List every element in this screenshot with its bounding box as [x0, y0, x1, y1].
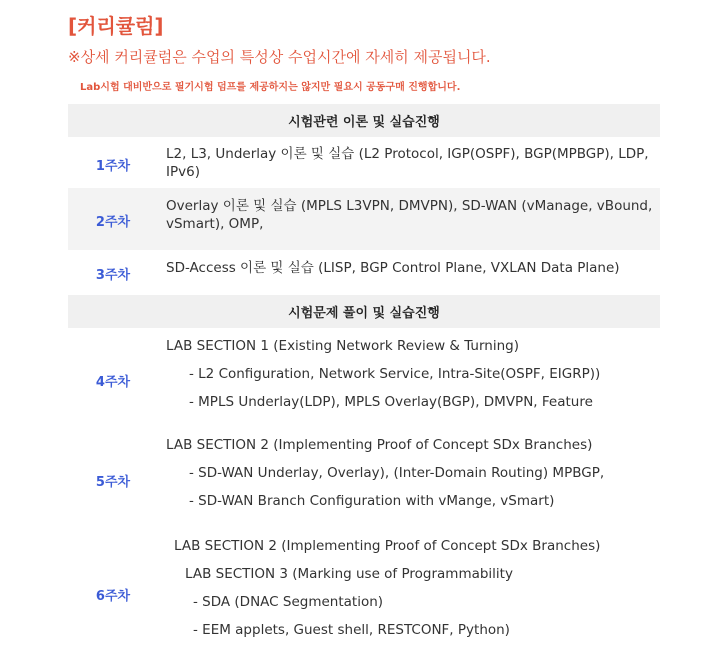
week1-desc: L2, L3, Underlay 이론 및 실습 (L2 Protocol, IGP(OSPF), BGP(MPBGP), LDP, IPv6) [166, 146, 649, 180]
week6-line-3: - SDA (DNAC Segmentation) [193, 594, 384, 610]
week5-line-1: LAB SECTION 2 (Implementing Proof of Concept SDx Branches) [166, 437, 593, 453]
section1-header [68, 104, 660, 137]
section1-header-label: 시험관련 이론 및 실습진행 [288, 115, 440, 130]
week4-label: 4주차 [95, 375, 131, 390]
week5-label: 5주차 [95, 475, 131, 490]
curriculum-note: Lab시험 대비반으로 필기시험 덤프를 제공하지는 않지만 필요시 공동구매 진행합니다. [80, 82, 461, 93]
week2-desc: Overlay 이론 및 실습 (MPLS L3VPN, DMVPN), SD-WAN (vManage, vBound, vSmart), OMP, [166, 198, 653, 232]
week2-label: 2주차 [95, 215, 131, 230]
curriculum-title: [커리큘럼] [68, 14, 164, 38]
week4-line-1: LAB SECTION 1 (Existing Network Review & Turning) [166, 338, 519, 354]
section2-header-label: 시험문제 풀이 및 실습진행 [288, 306, 440, 321]
week3-desc: SD-Access 이론 및 실습 (LISP, BGP Control Plane, VXLAN Data Plane) [166, 260, 620, 276]
week6-line-4: - EEM applets, Guest shell, RESTCONF, Python) [193, 622, 510, 638]
section2-header [68, 295, 660, 328]
week4-line-3: - MPLS Underlay(LDP), MPLS Overlay(BGP), DMVPN, Feature [189, 394, 593, 410]
curriculum-subtitle: ※상세 커리큘럼은 수업의 특성상 수업시간에 자세히 제공됩니다. [68, 48, 491, 66]
week3-label: 3주차 [95, 268, 131, 283]
week1-label: 1주차 [95, 159, 131, 174]
week4-line-2: - L2 Configuration, Network Service, Intra-Site(OSPF, EIGRP)) [189, 366, 601, 382]
week6-label: 6주차 [95, 589, 131, 604]
week6-line-1: LAB SECTION 2 (Implementing Proof of Concept SDx Branches) [174, 538, 601, 554]
week6-line-2: LAB SECTION 3 (Marking use of Programmability [185, 566, 513, 582]
week5-line-2: - SD-WAN Underlay, Overlay), (Inter-Domain Routing) MPBGP, [189, 465, 605, 481]
week5-line-3: - SD-WAN Branch Configuration with vMange, vSmart) [189, 493, 555, 509]
